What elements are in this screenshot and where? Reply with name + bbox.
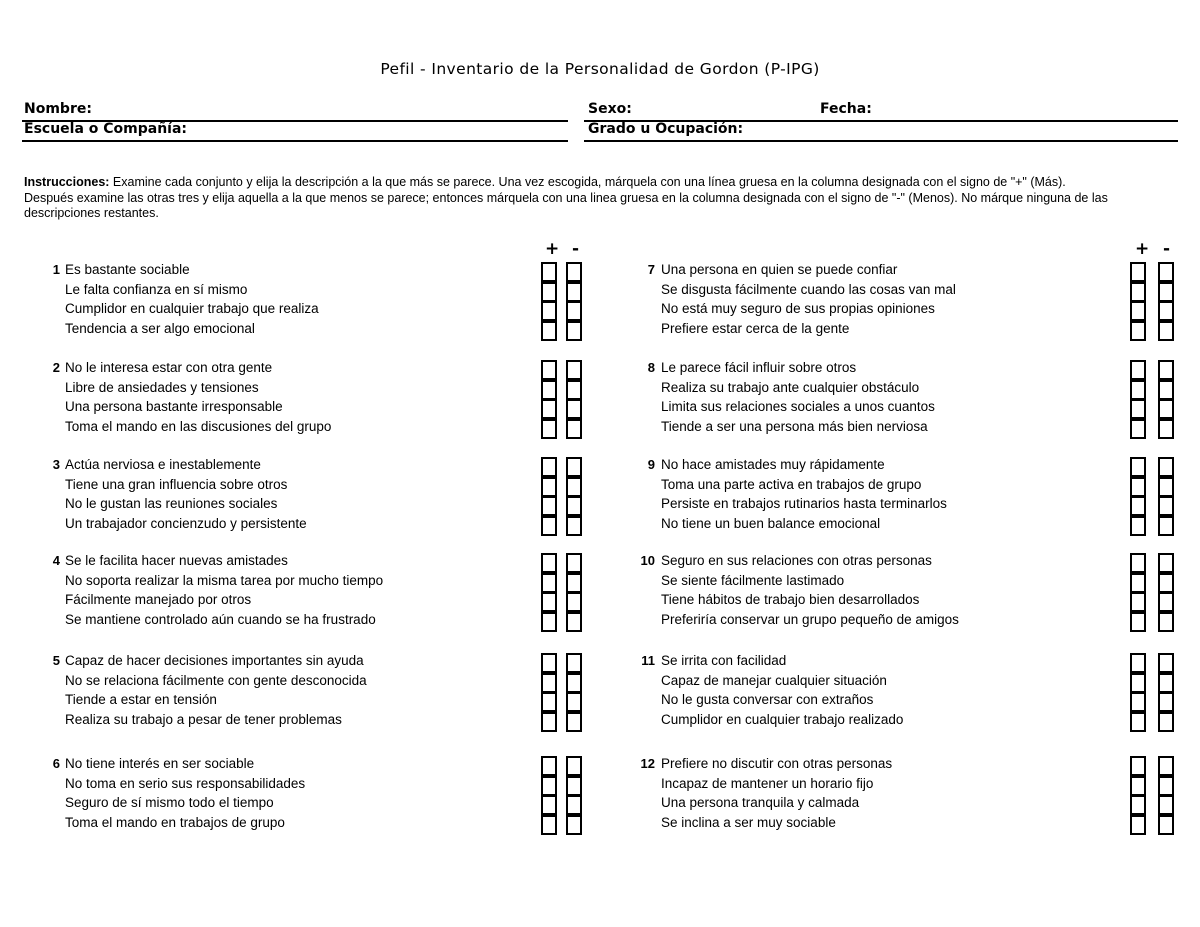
minus-mark-box[interactable] <box>566 457 582 477</box>
option-text: Una persona bastante irresponsable <box>65 399 283 415</box>
plus-mark-box[interactable] <box>1130 496 1146 516</box>
plus-mark-box[interactable] <box>541 457 557 477</box>
option-text: Se siente fácilmente lastimado <box>661 572 845 588</box>
minus-mark-box[interactable] <box>566 399 582 419</box>
minus-mark-box[interactable] <box>566 553 582 573</box>
minus-mark-box[interactable] <box>566 692 582 712</box>
plus-mark-box[interactable] <box>541 692 557 712</box>
minus-mark-box[interactable] <box>566 756 582 776</box>
plus-mark-box[interactable] <box>1130 712 1146 732</box>
plus-mark-box[interactable] <box>541 776 557 796</box>
option-text: No le gustan las reuniones sociales <box>65 496 278 512</box>
plus-mark-box[interactable] <box>1130 419 1146 439</box>
minus-mark-box[interactable] <box>1158 673 1174 693</box>
plus-mark-box[interactable] <box>541 380 557 400</box>
minus-mark-box[interactable] <box>1158 776 1174 796</box>
instructions-line-1 <box>24 175 1164 191</box>
minus-mark-box[interactable] <box>1158 592 1174 612</box>
plus-mark-box[interactable] <box>541 516 557 536</box>
minus-mark-box[interactable] <box>1158 712 1174 732</box>
option-text: No le gusta conversar con extraños <box>661 692 874 708</box>
minus-mark-box[interactable] <box>1158 653 1174 673</box>
minus-mark-box[interactable] <box>566 592 582 612</box>
option-text: Un trabajador concienzudo y persistente <box>65 515 307 531</box>
option-text: Tiende a ser una persona más bien nerviosa <box>661 418 928 434</box>
plus-mark-box[interactable] <box>1130 360 1146 380</box>
group-number: 12 <box>640 756 655 771</box>
instructions <box>24 175 1164 222</box>
option-text: No tiene interés en ser sociable <box>65 756 255 771</box>
minus-mark-box[interactable] <box>566 282 582 302</box>
option-text: Toma una parte activa en trabajos de grupo <box>661 476 922 492</box>
group-number: 6 <box>52 756 60 771</box>
minus-mark-box[interactable] <box>1158 360 1174 380</box>
fecha-label: Fecha: <box>820 101 872 117</box>
group-number: 7 <box>647 262 655 277</box>
option-text: Se inclina a ser muy sociable <box>661 814 836 830</box>
group-number: 10 <box>640 553 655 568</box>
option-text: Libre de ansiedades y tensiones <box>65 379 259 395</box>
plus-mark-box[interactable] <box>1130 380 1146 400</box>
plus-mark-box[interactable] <box>541 419 557 439</box>
plus-mark-box[interactable] <box>541 756 557 776</box>
minus-mark-box[interactable] <box>566 795 582 815</box>
plus-mark-box[interactable] <box>1130 321 1146 341</box>
plus-mark-box[interactable] <box>541 321 557 341</box>
plus-column-header-right: + <box>1135 239 1150 259</box>
plus-mark-box[interactable] <box>1130 516 1146 536</box>
minus-mark-box[interactable] <box>566 419 582 439</box>
group-number: 2 <box>52 360 60 375</box>
option-text: No toma en serio sus responsabilidades <box>65 775 306 791</box>
minus-mark-box[interactable] <box>1158 262 1174 282</box>
plus-mark-box[interactable] <box>1130 653 1146 673</box>
plus-mark-box[interactable] <box>541 712 557 732</box>
minus-mark-box[interactable] <box>566 496 582 516</box>
minus-mark-box[interactable] <box>566 712 582 732</box>
minus-mark-box[interactable] <box>1158 477 1174 497</box>
option-text: Una persona en quien se puede confiar <box>661 262 898 277</box>
plus-mark-box[interactable] <box>541 301 557 321</box>
plus-mark-box[interactable] <box>1130 553 1146 573</box>
option-text: Incapaz de mantener un horario fijo <box>661 775 874 791</box>
option-text: Prefiere estar cerca de la gente <box>661 320 850 336</box>
option-text: Fácilmente manejado por otros <box>65 592 252 608</box>
minus-mark-box[interactable] <box>1158 815 1174 835</box>
group-number: 8 <box>647 360 655 375</box>
escuela-label: Escuela o Compañía: <box>24 121 188 137</box>
minus-mark-box[interactable] <box>1158 457 1174 477</box>
option-text: Se le facilita hacer nuevas amistades <box>65 553 288 568</box>
minus-mark-box[interactable] <box>566 262 582 282</box>
option-text: Toma el mando en trabajos de grupo <box>65 814 285 830</box>
plus-mark-box[interactable] <box>1130 262 1146 282</box>
form-title: Pefil - Inventario de la Personalidad de Gordon (P-IPG) <box>380 60 820 78</box>
plus-mark-box[interactable] <box>1130 592 1146 612</box>
minus-mark-box[interactable] <box>566 815 582 835</box>
group-number: 11 <box>641 653 655 668</box>
minus-mark-box[interactable] <box>1158 516 1174 536</box>
plus-mark-box[interactable] <box>1130 399 1146 419</box>
option-text: Le parece fácil influir sobre otros <box>661 360 857 375</box>
option-text: Realiza su trabajo a pesar de tener problemas <box>65 711 342 727</box>
escuela-line <box>22 140 568 142</box>
group-number: 4 <box>52 553 60 568</box>
minus-mark-box[interactable] <box>566 477 582 497</box>
option-text: Realiza su trabajo ante cualquier obstáculo <box>661 379 920 395</box>
plus-mark-box[interactable] <box>541 360 557 380</box>
plus-mark-box[interactable] <box>541 815 557 835</box>
plus-mark-box[interactable] <box>541 673 557 693</box>
minus-mark-box[interactable] <box>566 612 582 632</box>
plus-mark-box[interactable] <box>541 553 557 573</box>
option-text: Cumplidor en cualquier trabajo que realiza <box>65 301 319 317</box>
plus-mark-box[interactable] <box>1130 815 1146 835</box>
group-number: 9 <box>647 457 655 472</box>
option-text: Seguro de sí mismo todo el tiempo <box>65 795 274 811</box>
minus-mark-box[interactable] <box>1158 419 1174 439</box>
plus-mark-box[interactable] <box>541 496 557 516</box>
option-text: Tiene una gran influencia sobre otros <box>65 476 288 492</box>
plus-mark-box[interactable] <box>541 282 557 302</box>
minus-mark-box[interactable] <box>566 301 582 321</box>
minus-mark-box[interactable] <box>566 321 582 341</box>
option-text: Le falta confianza en sí mismo <box>65 281 248 297</box>
minus-mark-box[interactable] <box>566 673 582 693</box>
minus-mark-box[interactable] <box>1158 301 1174 321</box>
option-text: Toma el mando en las discusiones del grupo <box>65 418 332 434</box>
minus-mark-box[interactable] <box>566 776 582 796</box>
option-text: Prefiere no discutir con otras personas <box>661 756 893 771</box>
option-text: Tiende a estar en tensión <box>65 692 217 708</box>
group-number: 1 <box>52 262 60 277</box>
plus-mark-box[interactable] <box>1130 692 1146 712</box>
plus-mark-box[interactable] <box>1130 457 1146 477</box>
instructions-label: Instrucciones: <box>24 175 110 189</box>
plus-mark-box[interactable] <box>1130 612 1146 632</box>
plus-column-header-left: + <box>545 239 560 259</box>
plus-mark-box[interactable] <box>1130 795 1146 815</box>
minus-mark-box[interactable] <box>1158 399 1174 419</box>
plus-mark-box[interactable] <box>541 262 557 282</box>
option-text: Persiste en trabajos rutinarios hasta terminarlos <box>661 496 947 512</box>
option-text: Cumplidor en cualquier trabajo realizado <box>661 711 904 727</box>
group-number: 3 <box>52 457 60 472</box>
plus-mark-box[interactable] <box>1130 282 1146 302</box>
option-text: Tiene hábitos de trabajo bien desarrollados <box>661 592 920 608</box>
plus-mark-box[interactable] <box>541 592 557 612</box>
minus-mark-box[interactable] <box>1158 380 1174 400</box>
minus-column-header-right: - <box>1163 239 1171 259</box>
nombre-label: Nombre: <box>24 101 92 117</box>
option-text: No está muy seguro de sus propias opiniones <box>661 301 935 317</box>
option-text: No se relaciona fácilmente con gente desconocida <box>65 672 367 688</box>
option-text: Capaz de hacer decisiones importantes sin ayuda <box>65 653 364 668</box>
option-text: Una persona tranquila y calmada <box>661 795 860 811</box>
option-text: Preferiría conservar un grupo pequeño de amigos <box>661 611 959 627</box>
option-text: Se disgusta fácilmente cuando las cosas van mal <box>661 281 956 297</box>
sexo-label: Sexo: <box>588 101 632 117</box>
instructions-text-1: Examine cada conjunto y elija la descripción a la que más se parece. Una vez escogida, márquela con una línea gruesa en la columna designada con el signo de "+" (Más). <box>112 175 1066 189</box>
option-text: Tendencia a ser algo emocional <box>65 320 255 336</box>
minus-mark-box[interactable] <box>1158 756 1174 776</box>
minus-mark-box[interactable] <box>566 516 582 536</box>
option-text: Es bastante sociable <box>65 262 190 277</box>
option-text: No soporta realizar la misma tarea por mucho tiempo <box>65 572 384 588</box>
minus-mark-box[interactable] <box>1158 795 1174 815</box>
option-text: Seguro en sus relaciones con otras personas <box>661 553 932 568</box>
option-text: No tiene un buen balance emocional <box>661 515 881 531</box>
group-number: 5 <box>52 653 60 668</box>
instructions-line-2: Después examine las otras tres y elija aquella a la que menos se parece; entonces márquela con una linea gruesa en la columna designada con el signo de "-" (Menos). No márque ninguna de las descripciones restantes. <box>24 190 1108 220</box>
option-text: Se mantiene controlado aún cuando se ha frustrado <box>65 611 376 627</box>
minus-mark-box[interactable] <box>566 653 582 673</box>
minus-mark-box[interactable] <box>1158 496 1174 516</box>
minus-mark-box[interactable] <box>1158 553 1174 573</box>
minus-column-header-left: - <box>572 239 580 259</box>
option-text: Se irrita con facilidad <box>661 653 787 668</box>
option-text: Actúa nerviosa e inestablemente <box>65 457 261 472</box>
minus-mark-box[interactable] <box>1158 321 1174 341</box>
grado-label: Grado u Ocupación: <box>588 121 744 137</box>
plus-mark-box[interactable] <box>541 399 557 419</box>
plus-mark-box[interactable] <box>1130 573 1146 593</box>
plus-mark-box[interactable] <box>541 573 557 593</box>
option-text: No hace amistades muy rápidamente <box>661 457 885 472</box>
plus-mark-box[interactable] <box>541 477 557 497</box>
minus-mark-box[interactable] <box>1158 573 1174 593</box>
plus-mark-box[interactable] <box>1130 756 1146 776</box>
grado-line <box>584 140 1178 142</box>
option-text: No le interesa estar con otra gente <box>65 360 273 375</box>
plus-mark-box[interactable] <box>1130 776 1146 796</box>
minus-mark-box[interactable] <box>566 360 582 380</box>
plus-mark-box[interactable] <box>541 612 557 632</box>
minus-mark-box[interactable] <box>1158 692 1174 712</box>
plus-mark-box[interactable] <box>541 653 557 673</box>
option-text: Limita sus relaciones sociales a unos cuantos <box>661 399 935 415</box>
minus-mark-box[interactable] <box>1158 612 1174 632</box>
plus-mark-box[interactable] <box>1130 673 1146 693</box>
minus-mark-box[interactable] <box>1158 282 1174 302</box>
plus-mark-box[interactable] <box>541 795 557 815</box>
minus-mark-box[interactable] <box>566 573 582 593</box>
plus-mark-box[interactable] <box>1130 477 1146 497</box>
minus-mark-box[interactable] <box>566 380 582 400</box>
option-text: Capaz de manejar cualquier situación <box>661 672 887 688</box>
plus-mark-box[interactable] <box>1130 301 1146 321</box>
